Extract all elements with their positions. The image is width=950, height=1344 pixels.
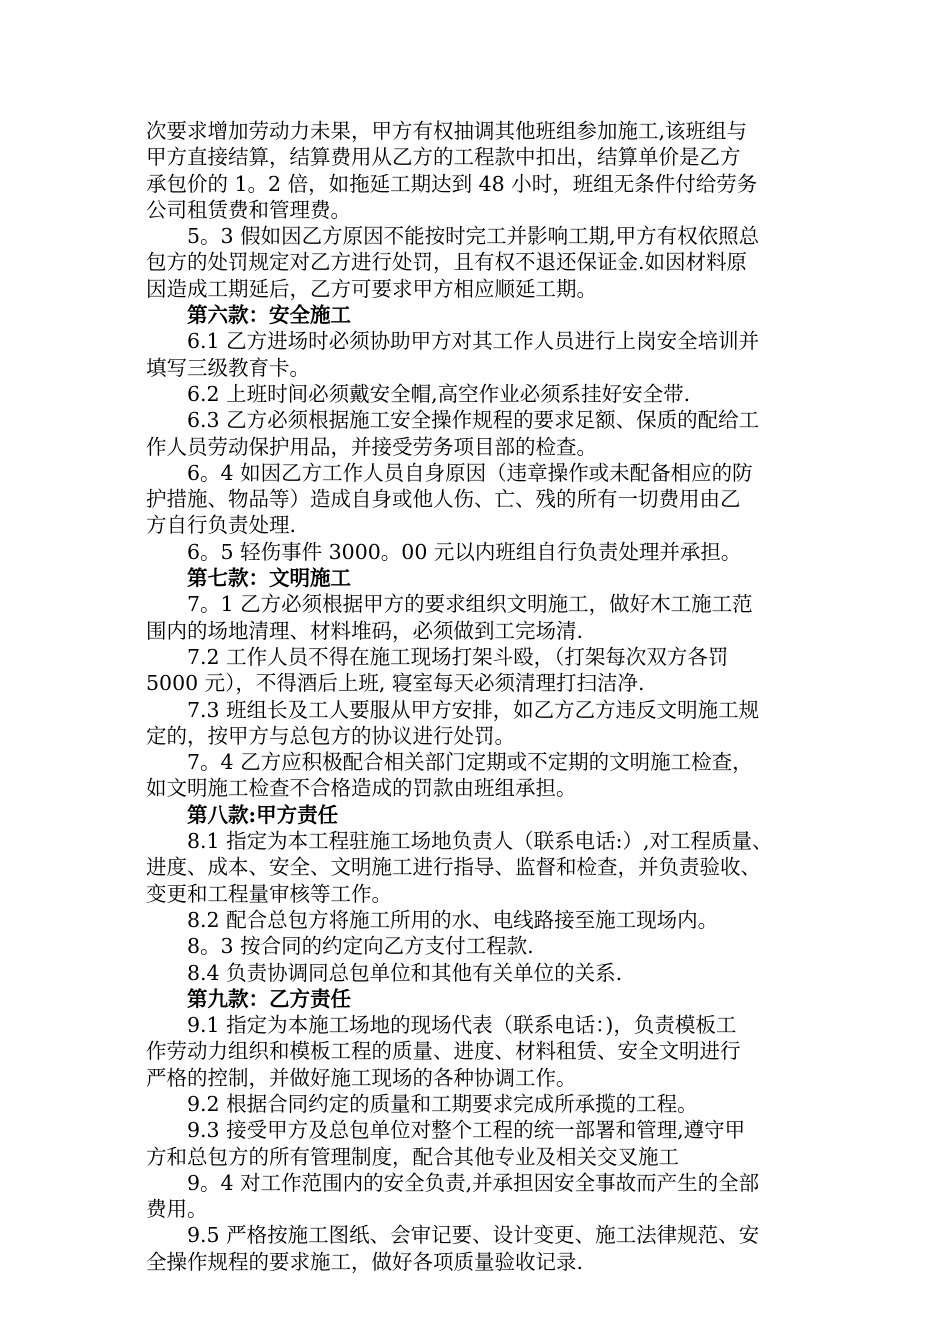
paragraph-line: 6。4 如因乙方工作人员自身原因（违章操作或未配备相应的防 (187, 460, 753, 485)
paragraph-line: 作劳动力组织和模板工程的质量、进度、材料租赁、安全文明进行 (146, 1039, 741, 1064)
clause-paragraph (146, 118, 814, 223)
clause-paragraph (146, 407, 814, 460)
section-heading: 第八款:甲方责任 (187, 802, 339, 827)
paragraph-line: 护措施、物品等）造成自身或他人伤、亡、残的所有一切费用由乙 (146, 487, 741, 512)
paragraph-line: 进度、成本、安全、文明施工进行指导、监督和检查，并负责验收、 (146, 855, 761, 880)
clause-paragraph (146, 933, 814, 959)
paragraph-line: 方和总包方的所有管理制度，配合其他专业及相关交叉施工 (146, 1144, 679, 1169)
clause-paragraph (146, 1012, 814, 1091)
clause-paragraph (146, 1091, 814, 1117)
paragraph-line: 9.5 严格按施工图纸、会审记要、设计变更、施工法律规范、安 (187, 1223, 760, 1248)
paragraph-line: 变更和工程量审核等工作。 (146, 881, 392, 906)
paragraph-line: 围内的场地清理、材料堆码，必须做到工完场清. (146, 618, 584, 643)
section-heading: 第六款：安全施工 (187, 303, 351, 328)
paragraph-line: 承包价的 1。2 倍，如拖延工期达到 48 小时，班组无条件付给劳务 (146, 171, 758, 196)
clause-paragraph (146, 460, 814, 539)
clause-paragraph (146, 539, 814, 565)
paragraph-line: 填写三级教育卡。 (146, 355, 310, 380)
paragraph-line: 因造成工期延后，乙方可要求甲方相应顺延工期。 (146, 276, 597, 301)
clause-paragraph (146, 907, 814, 933)
clause-paragraph (146, 644, 814, 697)
clause-paragraph (146, 1117, 814, 1170)
paragraph-line: 费用。 (146, 1197, 208, 1222)
clause-paragraph (146, 960, 814, 986)
paragraph-line: 9.3 接受甲方及总包单位对整个工程的统一部署和管理,遵守甲 (187, 1118, 746, 1143)
clause-paragraph (146, 591, 814, 644)
paragraph-line: 8.2 配合总包方将施工所用的水、电线路接至施工现场内。 (187, 907, 719, 932)
paragraph-line: 9。4 对工作范围内的安全负责,并承担因安全事故而产生的全部 (187, 1170, 760, 1195)
paragraph-line: 方自行负责处理. (146, 513, 297, 538)
section-heading: 第九款：乙方责任 (187, 986, 351, 1011)
clause-paragraph (146, 328, 814, 381)
paragraph-line: 严格的控制，并做好施工现场的各种协调工作。 (146, 1065, 577, 1090)
paragraph-line: 全操作规程的要求施工，做好各项质量验收记录. (146, 1249, 584, 1274)
paragraph-line: 6.1 乙方进场时必须协助甲方对其工作人员进行上岗安全培训并 (187, 329, 760, 354)
paragraph-line: 8.4 负责协调同总包单位和其他有关单位的关系. (187, 960, 623, 985)
paragraph-line: 7.3 班组长及工人要服从甲方安排，如乙方乙方违反文明施工规 (187, 697, 760, 722)
paragraph-line: 5000 元），不得酒后上班, 寝室每天必须清理打扫洁净. (146, 671, 645, 696)
paragraph-line: 9.2 根据合同约定的质量和工期要求完成所承揽的工程。 (187, 1091, 698, 1116)
paragraph-line: 7。1 乙方必须根据甲方的要求组织文明施工，做好木工施工范 (187, 592, 753, 617)
clause-paragraph (146, 749, 814, 802)
paragraph-line: 包方的处罚规定对乙方进行处罚，且有权不退还保证金.如因材料原 (146, 250, 748, 275)
paragraph-line: 7.2 工作人员不得在施工现场打架斗殴，（打架每次双方各罚 (187, 644, 729, 669)
paragraph-line: 公司租赁费和管理费。 (146, 197, 351, 222)
paragraph-line: 6.3 乙方必须根据施工安全操作规程的要求足额、保质的配给工 (187, 408, 760, 433)
section-heading: 第七款：文明施工 (187, 566, 351, 591)
document-page (146, 118, 814, 1275)
paragraph-line: 甲方直接结算，结算费用从乙方的工程款中扣出，结算单价是乙方 (146, 145, 741, 170)
paragraph-line: 8.1 指定为本工程驻施工场地负责人（联系电话:）,对工程质量、 (187, 829, 773, 854)
clause-paragraph (146, 381, 814, 407)
paragraph-line: 9.1 指定为本施工场地的现场代表（联系电话：)，负责模板工 (187, 1013, 737, 1038)
paragraph-line: 如文明施工检查不合格造成的罚款由班组承担。 (146, 776, 577, 801)
clause-paragraph (146, 1170, 814, 1223)
paragraph-line: 8。3 按合同的约定向乙方支付工程款. (187, 934, 534, 959)
clause-paragraph (146, 697, 814, 750)
clause-paragraph (146, 223, 814, 302)
paragraph-line: 5。3 假如因乙方原因不能按时完工并影响工期,甲方有权依照总 (187, 224, 760, 249)
paragraph-line: 定的，按甲方与总包方的协议进行处罚。 (146, 723, 515, 748)
paragraph-line: 作人员劳动保护用品，并接受劳务项目部的检查。 (146, 434, 597, 459)
paragraph-line: 6.2 上班时间必须戴安全帽,高空作业必须系挂好安全带. (187, 381, 691, 406)
clause-paragraph (146, 828, 814, 907)
paragraph-line: 6。5 轻伤事件 3000。00 元以内班组自行负责处理并承担。 (187, 539, 742, 564)
paragraph-line: 次要求增加劳动力未果，甲方有权抽调其他班组参加施工,该班组与 (146, 119, 748, 143)
paragraph-line: 7。4 乙方应积极配合相关部门定期或不定期的文明施工检查， (187, 750, 753, 775)
clause-paragraph (146, 1222, 814, 1275)
